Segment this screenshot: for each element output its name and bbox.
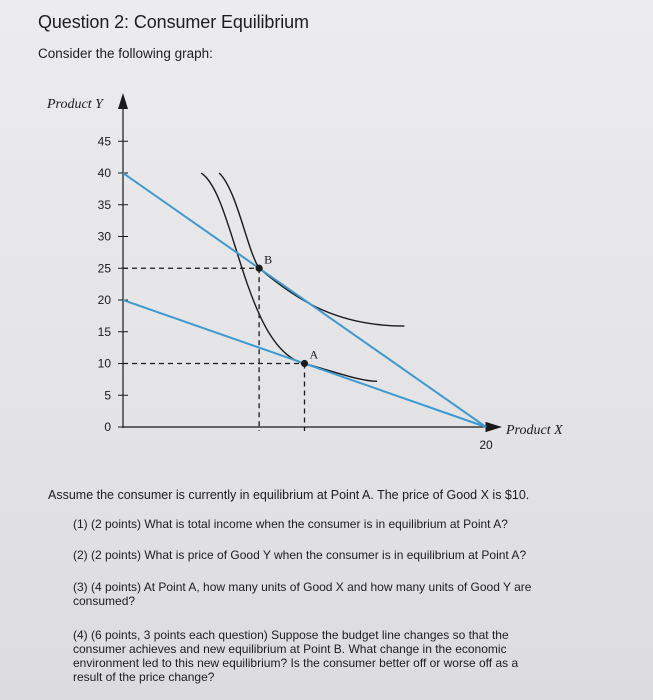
question-3: (3) (4 points) At Point A, how many units of Good X and how many units of Good Y are consumed?: [73, 580, 532, 608]
question-2: (2) (2 points) What is price of Good Y when the consumer is in equilibrium at Point A?: [73, 548, 527, 562]
indifference-curve: [219, 173, 404, 326]
budget-lines: [123, 173, 486, 427]
y-tick-label: 5: [104, 388, 111, 403]
y-tick-label: 15: [97, 324, 111, 339]
indifference-curves: [201, 173, 404, 381]
intro-text: Consider the following graph:: [38, 46, 213, 61]
y-tick-label: 30: [97, 229, 111, 244]
point-label: A: [309, 347, 319, 362]
y-axis-label: Product Y: [47, 97, 103, 112]
dashed-guides: [123, 268, 305, 431]
y-tick-label: 35: [97, 197, 111, 212]
y-axis-arrow: [118, 93, 128, 109]
y-tick-label: 20: [97, 293, 111, 307]
y-tick-label: 0: [104, 420, 111, 434]
question-4: (4) (6 points, 3 points each question) Suppose the budget line changes so that the consumer achieves and new equilibrium at Point B. What change in the economic environment led to this new equilibrium? Is the consumer better off or worse off as a result of the price change?: [73, 628, 519, 684]
point-label: B: [264, 252, 273, 267]
question-title: Question 2: Consumer Equilibrium: [38, 12, 309, 32]
indifference-curve: [201, 173, 377, 381]
y-tick-label: 40: [97, 166, 111, 180]
x-axis-label: Product X: [506, 423, 563, 438]
y-tick-label: 10: [97, 356, 111, 371]
y-tick-label: 25: [97, 261, 111, 276]
equilibrium-point: [256, 265, 263, 272]
question-1: (1) (2 points) What is total income when the consumer is in equilibrium at Point A?: [73, 517, 508, 531]
equilibrium-point: [301, 360, 308, 367]
x-axis-arrow: [486, 422, 502, 432]
consumer-equilibrium-chart: [34, 85, 594, 470]
assumption-text: Assume the consumer is currently in equilibrium at Point A. The price of Good X is $10.: [48, 488, 530, 502]
x-tick-label: 20: [479, 438, 493, 452]
y-tick-label: 45: [97, 134, 111, 149]
budget-line: [123, 173, 486, 427]
